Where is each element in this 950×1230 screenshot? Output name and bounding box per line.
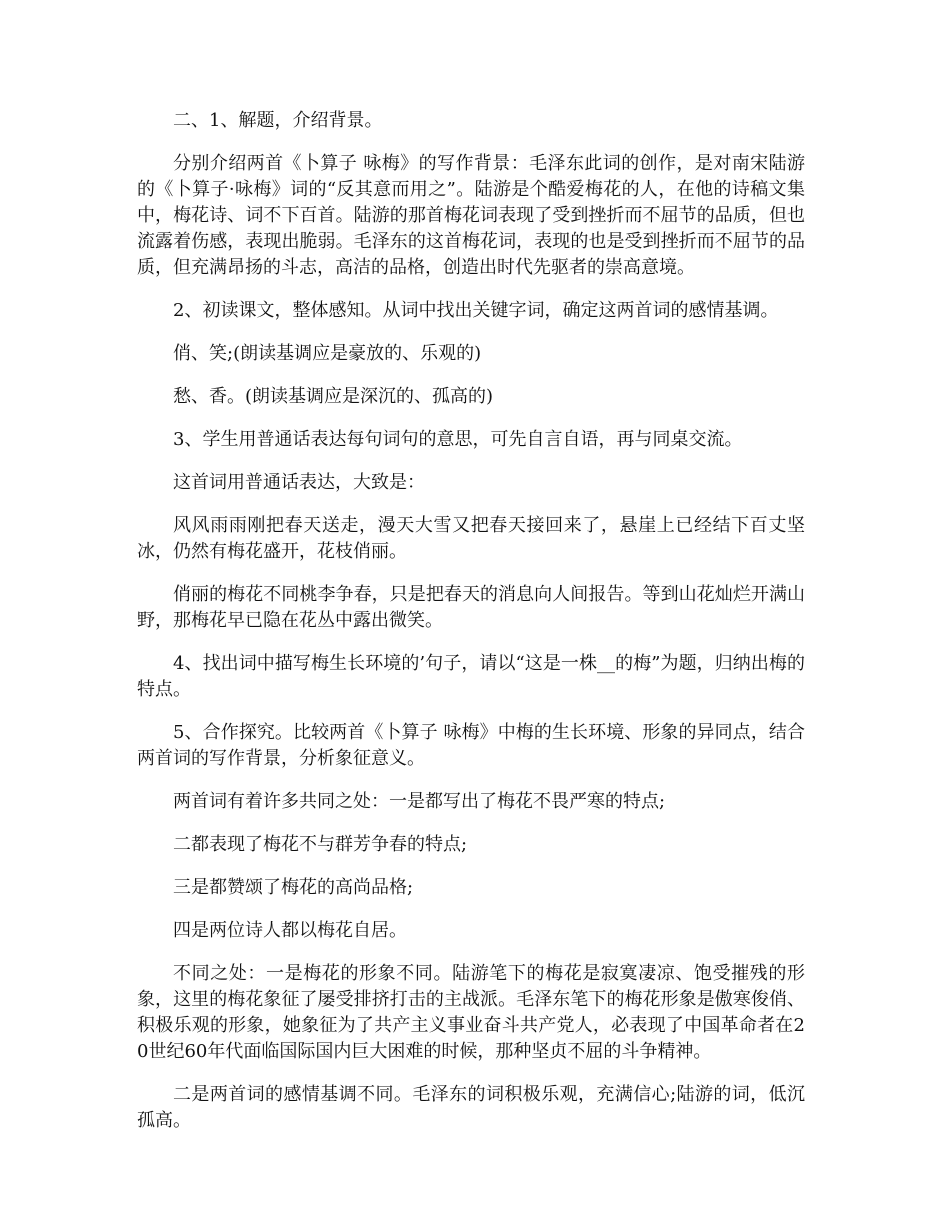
paragraph-paraphrase-1: 风风雨雨刚把春天送走，漫天大雪又把春天接回来了，悬崖上已经结下百丈坚冰，仍然有梅花盛开，花枝俏丽。: [137, 515, 805, 562]
paragraph-difference-2: 二是两首词的感情基调不同。毛泽东的词积极乐观，充满信心;陆游的词，低沉孤高。: [137, 1084, 805, 1131]
paragraph-paraphrase-intro: 这首词用普通话表达，大致是：: [173, 472, 425, 493]
document-body: [137, 108, 805, 1151]
paragraph-step-4: 4、找出词中描写梅生长环境的’句子，请以“这是一株__的梅”为题，归纳出梅的特点。: [137, 653, 805, 700]
paragraph-difference-1: 不同之处：一是梅花的形象不同。陆游笔下的梅花是寂寞凄凉、饱受摧残的形象，这里的梅花象征了屡受排挤打击的主战派。毛泽东笔下的梅花形象是傲寒俊俏、积极乐观的形象，她象征为了共产主义事业奋斗共产党人，必表现了中国革命者在20世纪60年代面临国际国内巨大困难的时候，那种坚贞不屈的斗争精神。: [137, 963, 805, 1062]
paragraph-step-2: 2、初读课文，整体感知。从词中找出关键字词，确定这两首词的感情基调。: [173, 300, 779, 321]
paragraph-background: 分别介绍两首《卜算子 咏梅》的写作背景：毛泽东此词的创作，是对南宋陆游的《卜算子·咏梅》词的“反其意而用之”。陆游是个酷爱梅花的人，在他的诗稿文集中，梅花诗、词不下百首。陆游的那首梅花词表现了受到挫折而不屈节的品质，但也流露着伤感，表现出脆弱。毛泽东的这首梅花词，表现的也是受到挫折而不屈节的品质，但充满昂扬的斗志，高洁的品格，创造出时代先驱者的崇高意境。: [137, 153, 805, 278]
paragraph-common-4: 四是两位诗人都以梅花自居。: [173, 920, 407, 941]
paragraph-section-heading: 二、1、解题，介绍背景。: [173, 110, 383, 131]
paragraph-step-3: 3、学生用普通话表达每句词句的意思，可先自言自语，再与同桌交流。: [173, 429, 743, 450]
paragraph-paraphrase-2: 俏丽的梅花不同桃李争春，只是把春天的消息向人间报告。等到山花灿烂开满山野，那梅花早已隐在花丛中露出微笑。: [137, 584, 805, 631]
paragraph-step-5: 5、合作探究。比较两首《卜算子 咏梅》中梅的生长环境、形象的异同点，结合两首词的写作背景，分析象征意义。: [137, 722, 805, 769]
paragraph-common-1: 两首词有着许多共同之处：一是都写出了梅花不畏严寒的特点;: [173, 791, 666, 812]
paragraph-common-3: 三是都赞颂了梅花的高尚品格;: [173, 877, 414, 898]
paragraph-common-2: 二都表现了梅花不与群芳争春的特点;: [173, 834, 468, 855]
paragraph-tone-2: 愁、香。(朗读基调应是深沉的、孤高的): [173, 386, 494, 407]
paragraph-tone-1: 俏、笑;(朗读基调应是豪放的、乐观的): [173, 343, 482, 364]
